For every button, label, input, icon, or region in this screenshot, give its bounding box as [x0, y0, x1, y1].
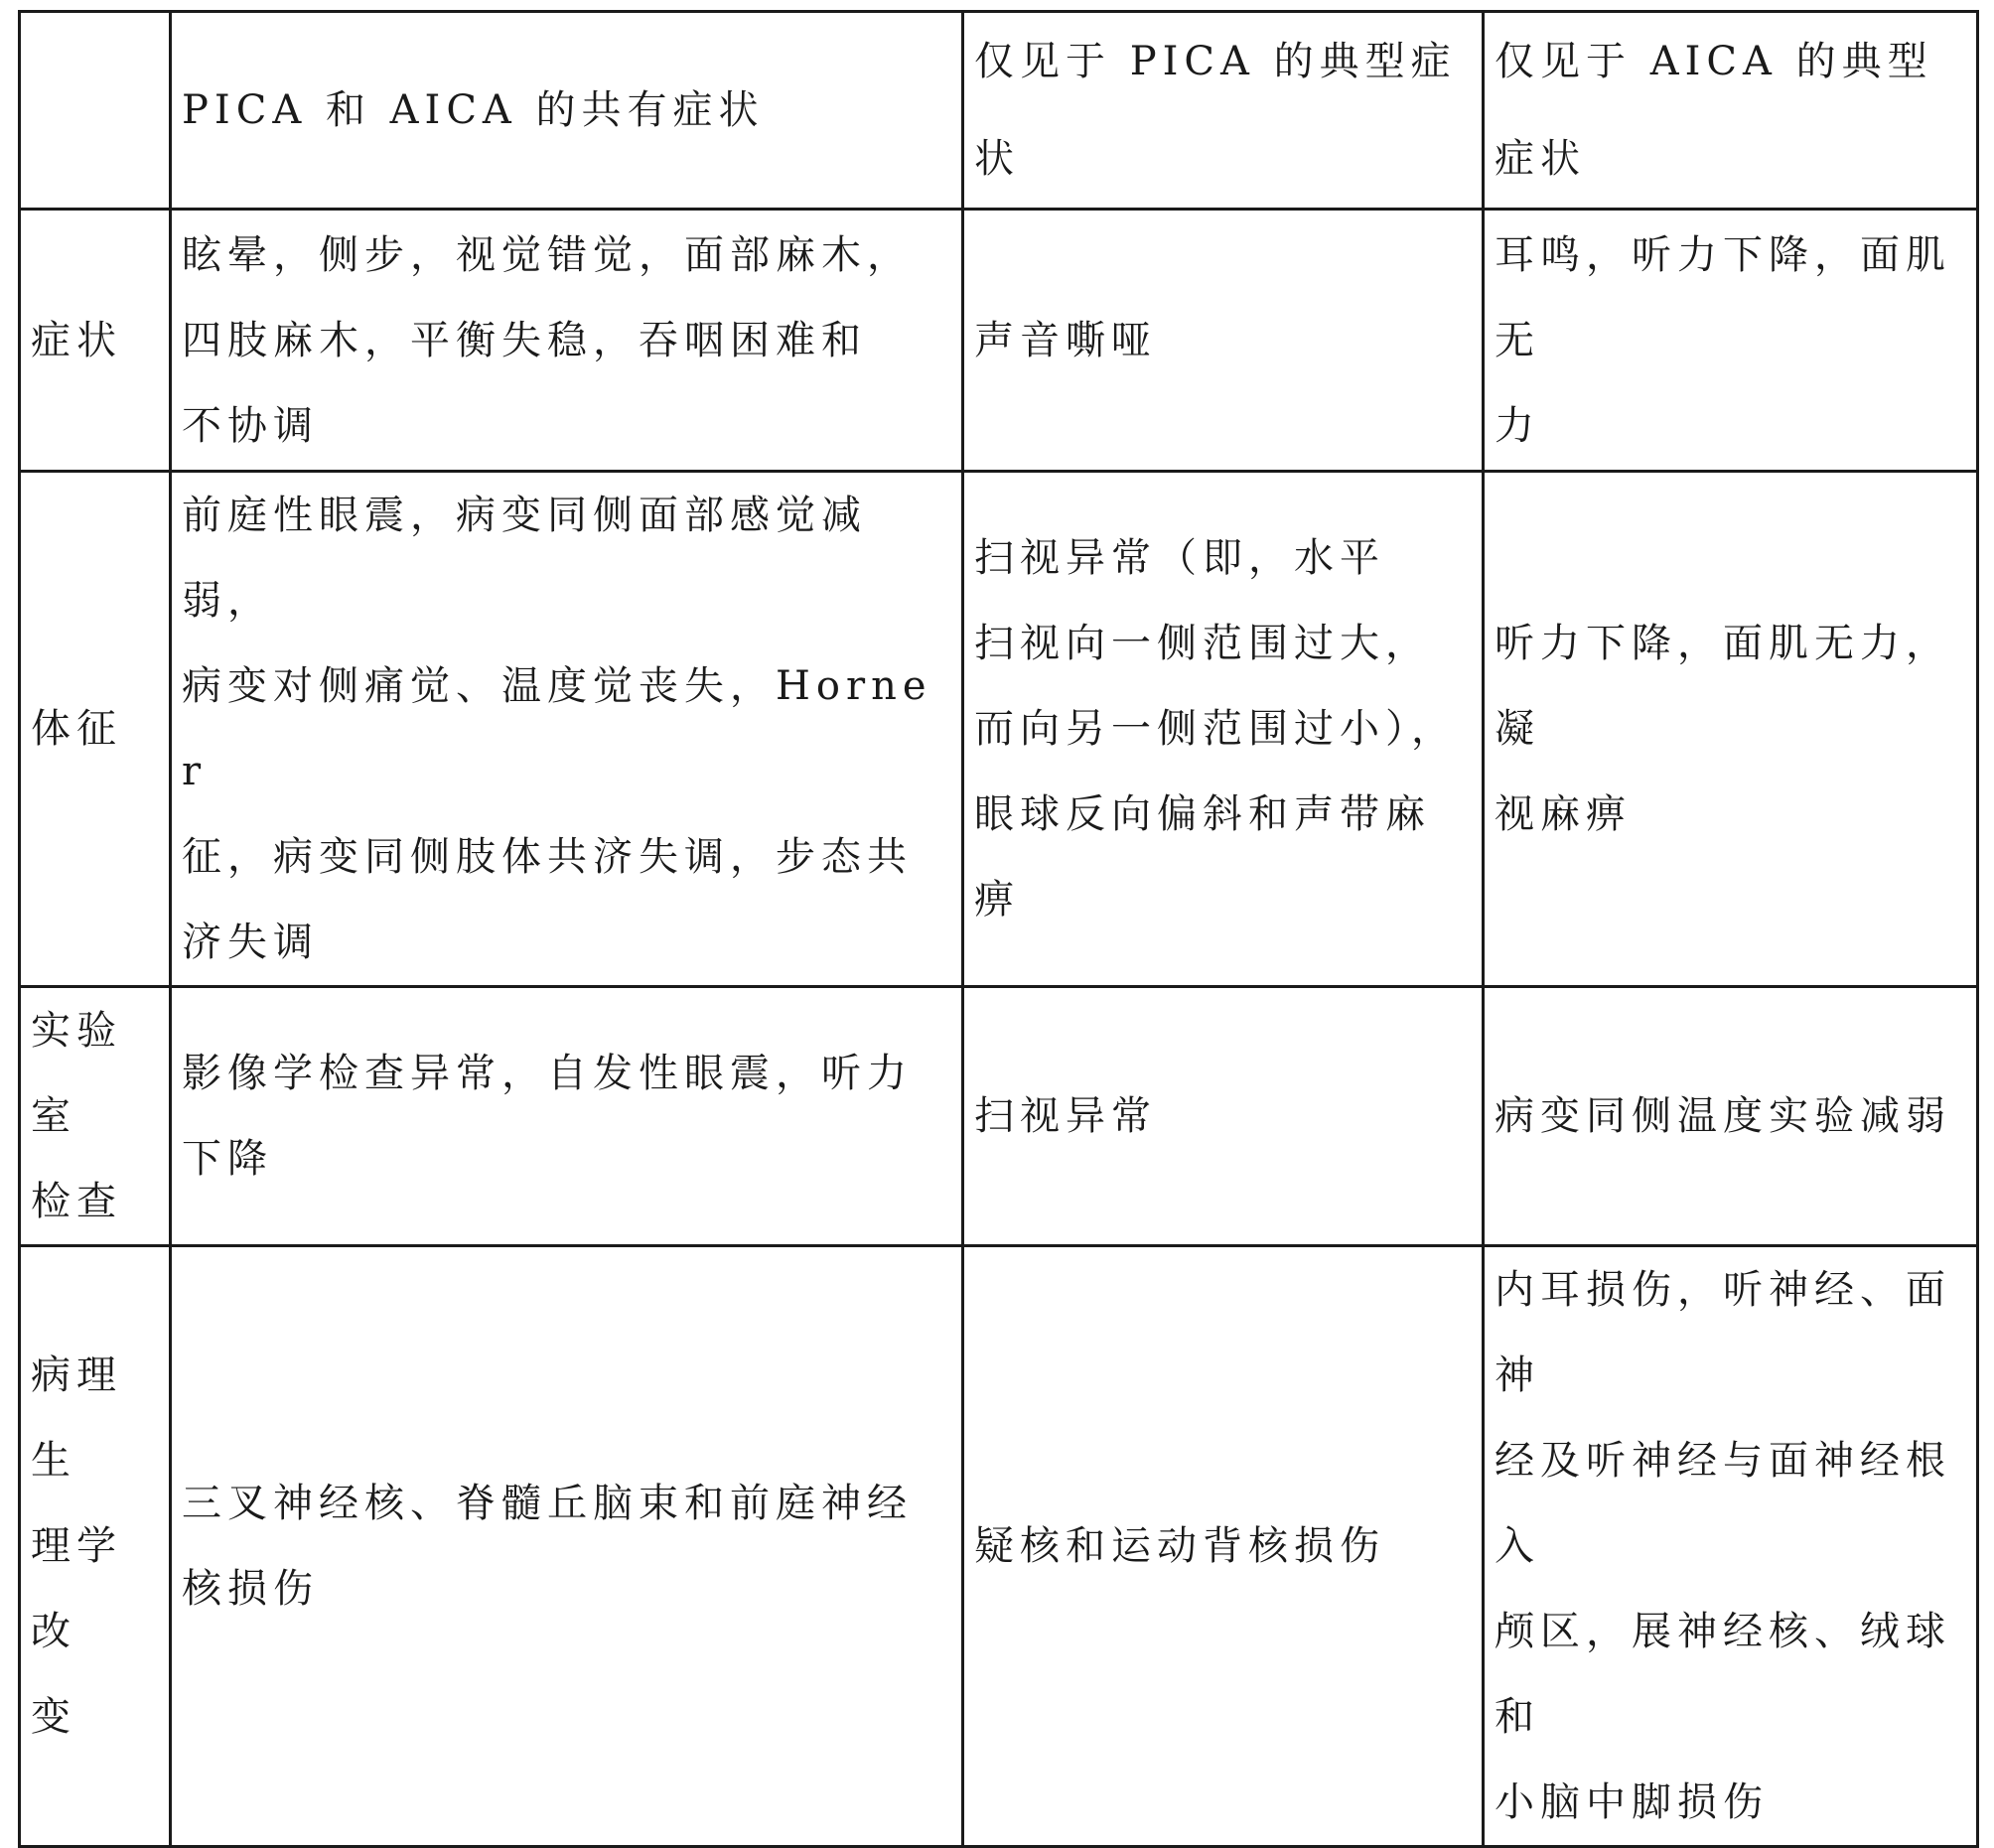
- row-label-cell: [20, 987, 171, 1246]
- cell-line: 扫视向一侧范围过大，: [974, 621, 1431, 666]
- header-row: [20, 12, 1978, 210]
- aica-cell: [1484, 472, 1978, 987]
- cell-line: 经及听神经与面神经根入: [1495, 1438, 1951, 1569]
- pica-cell: [963, 472, 1484, 987]
- cell-line: 变: [31, 1694, 76, 1740]
- cell-line: 影像学检查异常，自发性眼震，听力: [182, 1051, 913, 1096]
- table-row-pathophysiology: [20, 1246, 1978, 1847]
- header-common-symptoms: PICA 和 AICA 的共有症状: [171, 12, 963, 210]
- cell-line: 眼球反向偏斜和声带麻痹: [974, 791, 1431, 923]
- aica-cell: [1484, 210, 1978, 472]
- header-pica-only: 仅见于 PICA 的典型症状: [963, 12, 1484, 210]
- row-label-cell: [20, 1246, 171, 1847]
- cell-line: 视麻痹: [1495, 791, 1632, 837]
- cell-line: 病变对侧痛觉、温度觉丧失，Horner: [182, 663, 932, 794]
- pica-cell: [963, 1246, 1484, 1847]
- cell-line: 征，病变同侧肢体共济失调，步态共: [182, 834, 913, 880]
- common-cell: [171, 472, 963, 987]
- cell-line: 实验室: [31, 1008, 122, 1139]
- aica-cell: [1484, 1246, 1978, 1847]
- cell-line: 理学改: [31, 1523, 122, 1654]
- cell-line: 力: [1495, 402, 1540, 449]
- cell-line: 检查: [31, 1179, 122, 1224]
- table-row-symptoms: [20, 210, 1978, 472]
- cell-line: 小脑中脚损伤: [1495, 1779, 1769, 1825]
- pica-cell: [963, 987, 1484, 1246]
- pica-cell: [963, 210, 1484, 472]
- cell-line: 疑核和运动背核损伤: [974, 1523, 1385, 1569]
- cell-line: 核损伤: [182, 1566, 319, 1612]
- cell-line: 声音嘶哑: [974, 317, 1157, 363]
- cell-line: 而向另一侧范围过小），: [974, 706, 1457, 752]
- cell-line: 体征: [31, 706, 122, 752]
- cell-line: 前庭性眼震，病变同侧面部感觉减弱，: [182, 493, 867, 624]
- cell-line: 眩晕，侧步，视觉错觉，面部麻木，: [182, 231, 913, 278]
- cell-line: 听力下降，面肌无力，凝: [1495, 621, 1951, 752]
- common-cell: [171, 210, 963, 472]
- cell-line: 耳鸣，听力下降，面肌无: [1495, 231, 1951, 363]
- cell-line: 扫视异常（即，水平: [974, 535, 1385, 581]
- cell-line: 不协调: [182, 402, 319, 449]
- cell-line: 扫视异常: [974, 1093, 1157, 1139]
- cell-line: 内耳损伤，听神经、面神: [1495, 1267, 1951, 1398]
- cell-line: 四肢麻木，平衡失稳，吞咽困难和: [182, 317, 867, 363]
- cell-line: 病理生: [31, 1352, 122, 1484]
- aica-cell: [1484, 987, 1978, 1246]
- cell-line: 济失调: [182, 920, 319, 965]
- cell-line: 颅区，展神经核、绒球和: [1495, 1609, 1951, 1740]
- common-cell: [171, 987, 963, 1246]
- cell-line: 三叉神经核、脊髓丘脑束和前庭神经: [182, 1481, 913, 1526]
- common-cell: [171, 1246, 963, 1847]
- table-row-signs: [20, 472, 1978, 987]
- table-row-lab-tests: [20, 987, 1978, 1246]
- cell-line: 下降: [182, 1136, 273, 1182]
- header-corner-cell: [20, 12, 171, 210]
- row-label-cell: [20, 210, 171, 472]
- cell-line: 病变同侧温度实验减弱: [1495, 1093, 1951, 1139]
- cell-line: 症状: [31, 317, 122, 363]
- row-label-cell: [20, 472, 171, 987]
- comparison-table: [18, 10, 1979, 1848]
- header-aica-only: 仅见于 AICA 的典型症状: [1484, 12, 1978, 210]
